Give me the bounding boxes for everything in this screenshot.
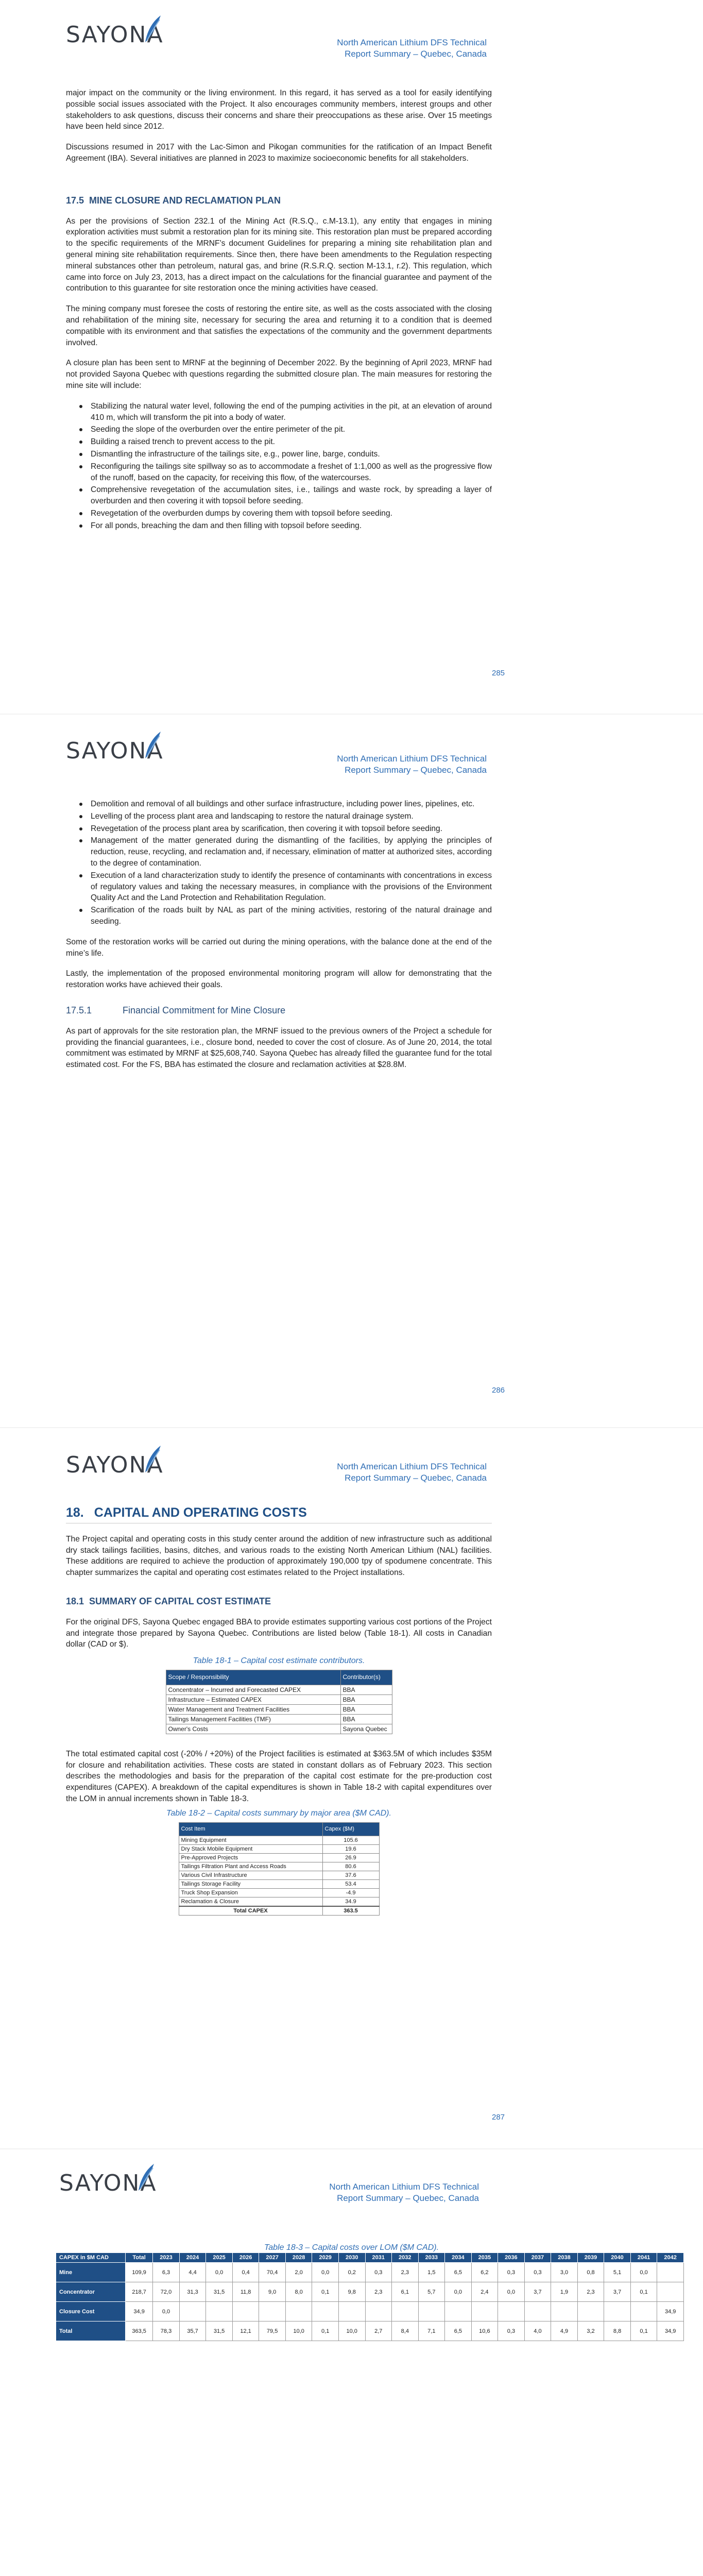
header-line1: North American Lithium DFS Technical: [337, 1462, 487, 1471]
table-cell: 0,0: [312, 2263, 339, 2282]
table-cell: 0,3: [365, 2263, 392, 2282]
table-total-row: [179, 1906, 379, 1916]
column-header: 2042: [657, 2253, 684, 2263]
paragraph: Some of the restoration works will be carried out during the mining operations, with the balance done at the end of the mine’s life.: [66, 937, 492, 958]
table-cell: 7,1: [418, 2321, 445, 2341]
table-row: [56, 2282, 684, 2302]
table-caption: Table 18-3 – Capital costs over LOM ($M CAD).: [264, 2243, 439, 2252]
table-cell: 109,9: [126, 2263, 153, 2282]
header-text: [329, 2181, 479, 2204]
list-item: Management of the matter generated during the dismantling of the facilities, by applying the principles of reduction, reuse, recycling, and reclamation and, if necessary, elimination of matter at authorized sites, according to the degree of contamination.: [91, 835, 492, 869]
logo-feather-icon: [142, 1445, 163, 1473]
table-cell: [232, 2302, 259, 2321]
header-line1: North American Lithium DFS Technical: [337, 754, 487, 764]
table-cell: 37.6: [322, 1871, 379, 1880]
table-cell: [604, 2302, 631, 2321]
column-header: 2036: [498, 2253, 525, 2263]
header-line2: Report Summary – Quebec, Canada: [345, 1473, 487, 1483]
table-cell: 6,1: [392, 2282, 419, 2302]
column-header: 2030: [338, 2253, 365, 2263]
chapter-heading-18: [66, 1507, 492, 1523]
table-row: [179, 1880, 379, 1889]
table-cell: Reclamation & Closure: [179, 1897, 322, 1907]
section-heading-17-5: [66, 195, 492, 207]
paragraph: As per the provisions of Section 232.1 of the Mining Act (R.S.Q., c.M-13.1), any entity that engages in mining exploration activities must submit a restoration plan for its mining site. This restoration plan must be prepared according to the specific requirements of the MRNF’s document Guidelines for preparing a mining site rehabilitation plan and general mining site rehabilitation requirements. Since then, there have been amendments to the Regulation respecting mineral substances other than petroleum, natural gas, and brine (R.S.R.Q. section M-13.1, r.2). This regulation, which came into force on July 23, 2013, has a direct impact on the calculations for the financial guarantee and payment of the contribution to this guarantee for site restoration once the mining activities have ceased.: [66, 216, 492, 293]
column-header: 2041: [630, 2253, 657, 2263]
paragraph: Lastly, the implementation of the proposed environmental monitoring program will allow for demonstrating that the restoration works have achieved their goals.: [66, 969, 492, 990]
list-item: Demolition and removal of all buildings and other surface infrastructure, including power lines, pipelines, etc.: [91, 799, 492, 810]
table-cell: 34,9: [657, 2321, 684, 2341]
table-cell: Various Civil Infrastructure: [179, 1871, 322, 1880]
logo-text: SAYONA: [66, 738, 164, 764]
table-cell: [551, 2302, 578, 2321]
table-cell: [657, 2282, 684, 2302]
column-header: 2024: [179, 2253, 206, 2263]
paragraph: As part of approvals for the site restoration plan, the MRNF issued to the previous owners of the Project a schedule for providing the financial guarantees, i.e., closure bond, needed to cover the cost of closure. As of June 20, 2014, the total commitment was estimated by MRNF at $25,608,740. Sayona Quebec has already filled the guarantee fund for the total estimated cost. For the FS, BBA has estimated the closure and reclamation activities at $28.8M.: [66, 1026, 492, 1070]
table-row: [179, 1897, 379, 1907]
table-cell: [471, 2302, 498, 2321]
table-cell: [418, 2302, 445, 2321]
paragraph: major impact on the community or the living environment. In this regard, it has served as a tool for easily identifying possible social issues associated with the Project. It also encourages community members, interest groups and other stakeholders to ask questions, discuss their concerns and share their preoccupations as these arise. Over 15 meetings have been held since 2012.: [66, 89, 492, 131]
logo-text: SAYONA: [59, 2170, 157, 2196]
table-cell: 0,0: [445, 2282, 472, 2302]
table-cell: 9,8: [338, 2282, 365, 2302]
section-number: 18.1: [66, 1596, 84, 1606]
table-cell: BBA: [340, 1685, 392, 1694]
table-cell: 5,1: [604, 2263, 631, 2282]
table-row: [179, 1889, 379, 1897]
list-item: Levelling of the process plant area and landscaping to restore the natural drainage system.: [91, 811, 492, 822]
table-cell: Tailings Filtration Plant and Access Roads: [179, 1862, 322, 1871]
logo-feather-icon: [142, 731, 163, 759]
table-cell: Pre-Approved Projects: [179, 1854, 322, 1862]
table-cell: 0,0: [153, 2302, 180, 2321]
company-logo: [59, 2172, 157, 2195]
table-cell: 12,1: [232, 2321, 259, 2341]
column-header: 2032: [392, 2253, 419, 2263]
table-cell: 34,9: [126, 2302, 153, 2321]
table-cell: 35,7: [179, 2321, 206, 2341]
list-item: Scarification of the roads built by NAL as part of the mining activities, restoring of the natural drainage and seeding.: [91, 905, 492, 927]
table-cell: Total CAPEX: [179, 1906, 322, 1916]
table-cell: Mining Equipment: [179, 1836, 322, 1845]
table-cell: Owner's Costs: [166, 1724, 340, 1734]
table-cell: Concentrator – Incurred and Forecasted CAPEX: [166, 1685, 340, 1694]
page-287-body: [66, 1507, 492, 1916]
row-label: Concentrator: [56, 2282, 126, 2302]
table-cell: Tailings Storage Facility: [179, 1880, 322, 1889]
table-cell: 6,5: [445, 2321, 472, 2341]
column-header: 2029: [312, 2253, 339, 2263]
table-cell: 0,4: [232, 2263, 259, 2282]
table-row: [179, 1836, 379, 1845]
subsection-number: 17.5.1: [66, 1005, 92, 1015]
table-cell: [630, 2302, 657, 2321]
table-cell: 6,3: [153, 2263, 180, 2282]
column-header: 2040: [604, 2253, 631, 2263]
header-line2: Report Summary – Quebec, Canada: [345, 765, 487, 775]
table-cell: 10,6: [471, 2321, 498, 2341]
column-header: 2026: [232, 2253, 259, 2263]
table-cell: 0,1: [312, 2321, 339, 2341]
table-cell: 0,3: [498, 2321, 525, 2341]
page-285: [0, 0, 703, 677]
table-cell: 2,3: [392, 2263, 419, 2282]
column-header: 2038: [551, 2253, 578, 2263]
table-cell: 1,9: [551, 2282, 578, 2302]
page-288: [0, 2151, 703, 2576]
table-cell: [338, 2302, 365, 2321]
page-number: 285: [492, 669, 505, 677]
table-cell: 31,3: [179, 2282, 206, 2302]
table-cell: 105.6: [322, 1836, 379, 1845]
capex-lom-table-body: [56, 2263, 684, 2341]
page-separator: [0, 2148, 703, 2149]
table-row: [56, 2302, 684, 2321]
table-cell: 26.9: [322, 1854, 379, 1862]
table-cell: -4.9: [322, 1889, 379, 1897]
list-item: Revegetation of the process plant area by scarification, then covering it with topsoil before seeding.: [91, 823, 492, 835]
table-cell: 5,7: [418, 2282, 445, 2302]
table-cell: Infrastructure – Estimated CAPEX: [166, 1694, 340, 1704]
column-header: 2037: [524, 2253, 551, 2263]
table-cell: 3,2: [577, 2321, 604, 2341]
table-row: [179, 1845, 379, 1854]
paragraph: For the original DFS, Sayona Quebec engaged BBA to provide estimates supporting various cost portions of the Project and integrate those prepared by Sayona Quebec. Contributions are listed below (Table 18-1). All costs in Canadian dollar (CAD or $).: [66, 1617, 492, 1649]
list-item: Dismantling the infrastructure of the tailings site, e.g., power line, barge, conduits.: [91, 449, 492, 460]
table-cell: Dry Stack Mobile Equipment: [179, 1845, 322, 1854]
table-cell: 53.4: [322, 1880, 379, 1889]
table-cell: 80.6: [322, 1862, 379, 1871]
header-text: [337, 1461, 487, 1484]
list-item: Stabilizing the natural water level, following the end of the pumping activities in the pit, at an elevation of around 410 m, which will transform the pit into a body of water.: [91, 401, 492, 423]
header-line1: North American Lithium DFS Technical: [329, 2182, 479, 2192]
table-cell: [657, 2263, 684, 2282]
logo-feather-icon: [135, 2163, 156, 2192]
table-cell: 79,5: [259, 2321, 286, 2341]
logo-text: SAYONA: [66, 1452, 164, 1478]
column-header: Cost Item: [179, 1822, 322, 1836]
company-logo: [66, 740, 164, 762]
table-cell: 0,1: [630, 2321, 657, 2341]
company-logo: [66, 1454, 164, 1477]
table-row: [166, 1685, 392, 1694]
bullet-list: [91, 799, 492, 927]
page-number: 287: [492, 2113, 505, 2122]
table-cell: 0,0: [630, 2263, 657, 2282]
logo-text: SAYONA: [66, 22, 164, 48]
subsection-title: Financial Commitment for Mine Closure: [123, 1005, 286, 1015]
table-row: [179, 1854, 379, 1862]
table-cell: 363.5: [322, 1906, 379, 1916]
table-cell: 3,7: [524, 2282, 551, 2302]
column-header: 2033: [418, 2253, 445, 2263]
table-cell: 0,0: [206, 2263, 233, 2282]
table-cell: 4,9: [551, 2321, 578, 2341]
logo-feather-icon: [142, 14, 163, 43]
table-cell: 2,7: [365, 2321, 392, 2341]
table-cell: 0,3: [498, 2263, 525, 2282]
table-cell: 72,0: [153, 2282, 180, 2302]
header-line1: North American Lithium DFS Technical: [337, 38, 487, 47]
table-row: [166, 1694, 392, 1704]
table-cell: 8,4: [392, 2321, 419, 2341]
table-cell: 0,1: [630, 2282, 657, 2302]
table-cell: 2,3: [577, 2282, 604, 2302]
table-cell: [392, 2302, 419, 2321]
table-caption: Table 18-1 – Capital cost estimate contributors.: [193, 1656, 365, 1666]
table-cell: 0,8: [577, 2263, 604, 2282]
header-text: [337, 753, 487, 776]
chapter-number: 18.: [66, 1505, 84, 1520]
table-cell: 4,0: [524, 2321, 551, 2341]
row-label: Closure Cost: [56, 2302, 126, 2321]
paragraph: The mining company must foresee the costs of restoring the entire site, as well as the costs associated with the closing and rehabilitation of the mining site, necessary for securing the area and returning it to a condition that is deemed compatible with its environment and that satisfies the expectations of the community and the government departments involved.: [66, 304, 492, 347]
table-cell: Sayona Quebec: [340, 1724, 392, 1734]
page-286-body: [66, 799, 492, 1080]
table-cell: [524, 2302, 551, 2321]
table-cell: 31,5: [206, 2321, 233, 2341]
page-number: 286: [492, 1386, 505, 1395]
column-header: 2039: [577, 2253, 604, 2263]
header-line2: Report Summary – Quebec, Canada: [337, 2193, 479, 2203]
list-item: Seeding the slope of the overburden over the entire perimeter of the pit.: [91, 424, 492, 435]
table-cell: 10,0: [338, 2321, 365, 2341]
table-cell: [285, 2302, 312, 2321]
table-cell: 34,9: [657, 2302, 684, 2321]
bullet-list: [91, 401, 492, 532]
page-287: [0, 1430, 703, 2121]
paragraph: Discussions resumed in 2017 with the Lac-Simon and Pikogan communities for the ratification of an Impact Benefit Agreement (IBA). Several initiatives are planned in 2023 to maximize socioeconomic benefits for all stakeholders.: [66, 143, 492, 163]
column-header: CAPEX in $M CAD: [56, 2253, 126, 2263]
table-row: [166, 1704, 392, 1714]
table-cell: 4,4: [179, 2263, 206, 2282]
list-item: Execution of a land characterization study to identify the presence of contaminants with concentrations in excess of regulatory values and taking the necessary measures, in compliance with the provisions of the Environment Quality Act and the Land Protection and Rehabilitation Regulation.: [91, 870, 492, 904]
column-header: 2034: [445, 2253, 472, 2263]
paragraph: The Project capital and operating costs in this study center around the addition of new infrastructure such as additional dry stack tailings facilities, basins, ditches, and various roads to the existing North American Lithium (NAL) facilities. These additions are required to achieve the production of approximately 190,000 tpy of spodumene concentrate. This chapter summarizes the capital and operating cost estimates related to the Project installations.: [66, 1534, 492, 1578]
page-separator: [0, 714, 703, 715]
capex-summary-table: [179, 1822, 380, 1916]
table-row: [166, 1724, 392, 1734]
table-cell: 2,3: [365, 2282, 392, 2302]
table-cell: 70,4: [259, 2263, 286, 2282]
page-285-body: [66, 88, 492, 541]
table-cell: 8,0: [285, 2282, 312, 2302]
table-cell: 363,5: [126, 2321, 153, 2341]
capex-lom-table: [56, 2252, 684, 2341]
page-separator: [0, 1427, 703, 1428]
list-item: Comprehensive revegetation of the accumulation sites, i.e., tailings and waste rock, by spreading a layer of overburden and then covering it with topsoil before seeding.: [91, 484, 492, 507]
table-cell: Water Management and Treatment Facilities: [166, 1704, 340, 1714]
table-cell: 0,0: [498, 2282, 525, 2302]
table-cell: BBA: [340, 1704, 392, 1714]
table-cell: 3,0: [551, 2263, 578, 2282]
table-cell: 218,7: [126, 2282, 153, 2302]
page-286: [0, 716, 703, 1395]
table-cell: 31,5: [206, 2282, 233, 2302]
table-cell: [577, 2302, 604, 2321]
list-item: Reconfiguring the tailings site spillway so as to accommodate a freshet of 1:1,000 as well as the progressive flow of the runoff, based on the capacity, for receiving this flow, of the watercourses.: [91, 461, 492, 484]
column-header: 2035: [471, 2253, 498, 2263]
paragraph: The total estimated capital cost (-20% / +20%) of the Project facilities is estimated at $363.5M of which includes $35M for closure and rehabilitation activities. These costs are stated in constant dollars as of February 2023. This section describes the methodologies and basis for the preparation of the capital cost estimate for the pre-production cost expenditures (CAPEX). A breakdown of the capital expenditures is shown in Table 18-2 with capital expenditures over the LOM in annual increments shown in Table 18-3.: [66, 1749, 492, 1803]
column-header: 2023: [153, 2253, 180, 2263]
table-cell: 11,8: [232, 2282, 259, 2302]
table-cell: 2,0: [285, 2263, 312, 2282]
table-cell: 0,1: [312, 2282, 339, 2302]
header-line2: Report Summary – Quebec, Canada: [345, 49, 487, 59]
table-cell: 9,0: [259, 2282, 286, 2302]
table-cell: BBA: [340, 1694, 392, 1704]
table-cell: 10,0: [285, 2321, 312, 2341]
table-caption: Table 18-2 – Capital costs summary by major area ($M CAD).: [166, 1808, 391, 1818]
table-cell: 34.9: [322, 1897, 379, 1907]
column-header: 2028: [285, 2253, 312, 2263]
column-header: Total: [126, 2253, 153, 2263]
section-title: MINE CLOSURE AND RECLAMATION PLAN: [89, 195, 281, 206]
table-cell: 3,7: [604, 2282, 631, 2302]
table-cell: [179, 2302, 206, 2321]
table-cell: [365, 2302, 392, 2321]
section-title: SUMMARY OF CAPITAL COST ESTIMATE: [89, 1596, 271, 1606]
table-cell: 19.6: [322, 1845, 379, 1854]
table-cell: 1,5: [418, 2263, 445, 2282]
column-header: Contributor(s): [340, 1670, 392, 1685]
table-cell: 0,2: [338, 2263, 365, 2282]
list-item: Revegetation of the overburden dumps by covering them with topsoil before seeding.: [91, 508, 492, 519]
company-logo: [66, 24, 164, 46]
table-row: [166, 1714, 392, 1724]
table-cell: [498, 2302, 525, 2321]
table-cell: Truck Shop Expansion: [179, 1889, 322, 1897]
table-cell: 78,3: [153, 2321, 180, 2341]
column-header: Capex ($M): [322, 1822, 379, 1836]
subsection-heading-17-5-1: [66, 1005, 492, 1016]
section-heading-18-1: [66, 1596, 492, 1607]
table-header-row: [56, 2253, 684, 2263]
table-cell: [312, 2302, 339, 2321]
section-number: 17.5: [66, 195, 84, 206]
table-row: [56, 2263, 684, 2282]
column-header: Scope / Responsibility: [166, 1670, 340, 1685]
table-cell: 6,2: [471, 2263, 498, 2282]
table-cell: [206, 2302, 233, 2321]
table-cell: Tailings Management Facilities (TMF): [166, 1714, 340, 1724]
chapter-title: CAPITAL AND OPERATING COSTS: [94, 1505, 307, 1520]
paragraph: A closure plan has been sent to MRNF at the beginning of December 2022. By the beginning of April 2023, MRNF had not provided Sayona Quebec with questions regarding the submitted closure plan. The main measures for restoring the mine site will include:: [66, 359, 492, 390]
list-item: Building a raised trench to prevent access to the pit.: [91, 436, 492, 448]
table-cell: 0,3: [524, 2263, 551, 2282]
column-header: 2031: [365, 2253, 392, 2263]
column-header: 2025: [206, 2253, 233, 2263]
table-row: [56, 2321, 684, 2341]
table-cell: 6,5: [445, 2263, 472, 2282]
table-cell: 8,8: [604, 2321, 631, 2341]
column-header: 2027: [259, 2253, 286, 2263]
header-text: [337, 37, 487, 60]
table-row: [179, 1871, 379, 1880]
row-label: Total: [56, 2321, 126, 2341]
row-label: Mine: [56, 2263, 126, 2282]
contributors-table: [166, 1670, 392, 1734]
table-row: [179, 1862, 379, 1871]
table-cell: [259, 2302, 286, 2321]
list-item: For all ponds, breaching the dam and then filling with topsoil before seeding.: [91, 520, 492, 532]
table-cell: BBA: [340, 1714, 392, 1724]
table-cell: 2,4: [471, 2282, 498, 2302]
table-cell: [445, 2302, 472, 2321]
